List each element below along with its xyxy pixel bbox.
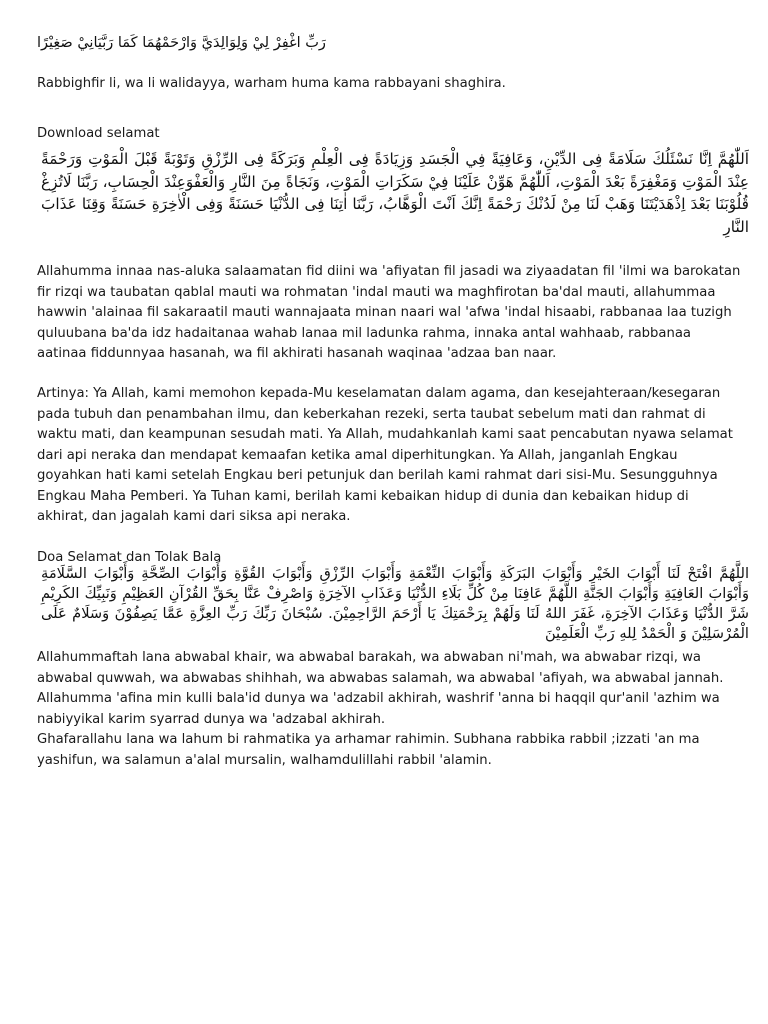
section-heading-doa-tolak-bala: Doa Selamat dan Tolak Bala	[37, 550, 222, 565]
transliteration-doa-selamat: Allahumma innaa nas-aluka salaamatan fid diini wa 'afiyatan fil jasadi wa ziyaadatan fil 'ilmi wa barokatan fir rizqi wa taubatan qablal mauti wa rohmatan 'indal mauti wa maghfirotan ba'dal mauti, allahummaa hawwin 'alainaa fil sakaraatil mauti wannajaata minan naari wal 'afwa 'indal hisaabi, rabbanaa laa tuzigh quluubana ba'da idz hadaitanaa wahab lanaa mil ladunka rahma, innaka antal wahhaab, rabbanaa aatinaa fiddunnyaa hasanah, wa fil akhirati hasanah waqinaa 'adzaa ban naar.	[37, 264, 741, 361]
arabic-doa-orang-tua: رَبِّ اغْفِرْ لِيْ وَلِوَالِدَيَّ وَارْحَمْهُمَا كَمَا رَبَّيَانِيْ صَغِيْرًا	[37, 35, 326, 51]
section-heading-download-selamat: Download selamat	[37, 126, 160, 141]
transliteration-paragraph: Ghafarallahu lana wa lahum bi rahmatika ya arhamar rahimin. Subhana rabbika rabbil ;izzati 'an ma yashifun, wa salamun a'alal mursalin, walhamdulillahi rabbil 'alamin.	[37, 732, 700, 768]
transliteration-paragraph: Allahumma 'afina min kulli bala'id dunya wa 'adzabil akhirah, washrif 'anna bi haqqil qur'anil 'azhim wa nabiyyikal karim syarrad dunya wa 'adzabal akhirah.	[37, 691, 720, 727]
arabic-doa-selamat: اَللّٰهُمَّ اِنَّا نَسْئَلُكَ سَلَامَةً فِى الدِّيْنِ، وَعَافِيَةً فِي الْجَسَدِ وَزِيَادَةً فِى الْعِلْمِ وَبَرَكَةً فِى الرِّزْقِ وَتَوْبَةً قَبْلَ الْمَوْتِ وَرَحْمَةً عِنْدَ الْمَوْتِ وَمَغْفِرَةً بَعْدَ الْمَوْتِ، اَللّٰهُمَّ هَوِّنْ عَلَيْنَا فِيْ سَكَرَاتِ الْمَوْتِ، وَنَجَاةً مِنَ النَّارِ وَالْعَفْوَعِنْدَ الْحِسَابِ، رَبَّنَا لَاتُزِغْ قُلُوْبَنَا بَعْدَ اِذْهَدَيْتَنَا وَهَبْ لَنَا مِنْ لَدُنْكَ رَحْمَةً اِنَّكَ اَنْتَ الْوَهَّابُ، رَبَّنَا اٰتِنَا فِى الدُّنْيَا حَسَنَةً وَفِى الْاٰخِرَةِ حَسَنَةً وَقِنَا عَذَابَ النَّارِ	[41, 150, 749, 236]
transliteration-doa-tolak-bala	[37, 648, 743, 771]
arabic-doa-tolak-bala: اللَّهُمَّ افْتَحْ لَنَا أَبْوَابَ الخَيْرِ وَأَبْوَابَ البَرَكَةِ وَأَبْوَابَ النِّعْمَةِ وَأَبْوَابَ الرِّزْقِ وَأَبْوَابَ القُوَّةِ وَأَبْوَابَ الصِّحَّةِ وَأَبْوَابَ السَّلَامَةِ وَأَبْوَابَ العَافِيَةِ وَأَبْوَابَ الجَنَّةِ اللَّهُمَّ عَافِنَا مِنْ كُلِّ بَلَاءِ الدُّنْيَا وَعَذَابِ الآخِرَةِ وَاصْرِفْ عَنَّا بِحَقِّ القُرْآنِ العَظِيْمِ وَنَبِيِّكَ الكَرِيْمِ شَرَّ الدُّنْيَا وَعَذَابَ الآخِرَةِ، غَفَرَ اللهُ لَنَا وَلَهُمْ بِرَحْمَتِكَ يَا أَرْحَمَ الرَّاحِمِيْنَ. سُبْحَانَ رَبِّكَ رَبِّ العِزَّةِ عَمَّا يَصِفُوْنَ وَسَلَامٌ عَلَى الْمُرْسَلِيْنَ وَ الْحَمْدُ لِلهِ رَبِّ الْعَلَمِيْنَ	[41, 565, 749, 642]
translation-doa-selamat: Artinya: Ya Allah, kami memohon kepada-Mu keselamatan dalam agama, dan kesejahteraan/kesegaran pada tubuh dan penambahan ilmu, dan keberkahan rezeki, serta taubat sebelum mati dan rahmat di waktu mati, dan keampunan sesudah mati. Ya Allah, mudahkanlah kami saat pencabutan nyawa selamat dari api neraka dan mendapat kemaafan ketika amal diperhitungkan. Ya Allah, janganlah Engkau goyahkan hati kami setelah Engkau beri petunjuk dan berilah kami rahmat dari sisi-Mu. Sesungguhnya Engkau Maha Pemberi. Ya Tuhan kami, berilah kami kebaikan hidup di dunia dan kebaikan hidup di akhirat, dan jagalah kami dari siksa api neraka.	[37, 386, 733, 524]
transliteration-doa-orang-tua: Rabbighfir li, wa li walidayya, warham huma kama rabbayani shaghira.	[37, 76, 506, 91]
transliteration-paragraph: Allahummaftah lana abwabal khair, wa abwabal barakah, wa abwaban ni'mah, wa abwabar rizqi, wa abwabal quwwah, wa abwabas shihhah, wa abwabas salamah, wa abwabal 'afiyah, wa abwabal jannah.	[37, 650, 724, 686]
